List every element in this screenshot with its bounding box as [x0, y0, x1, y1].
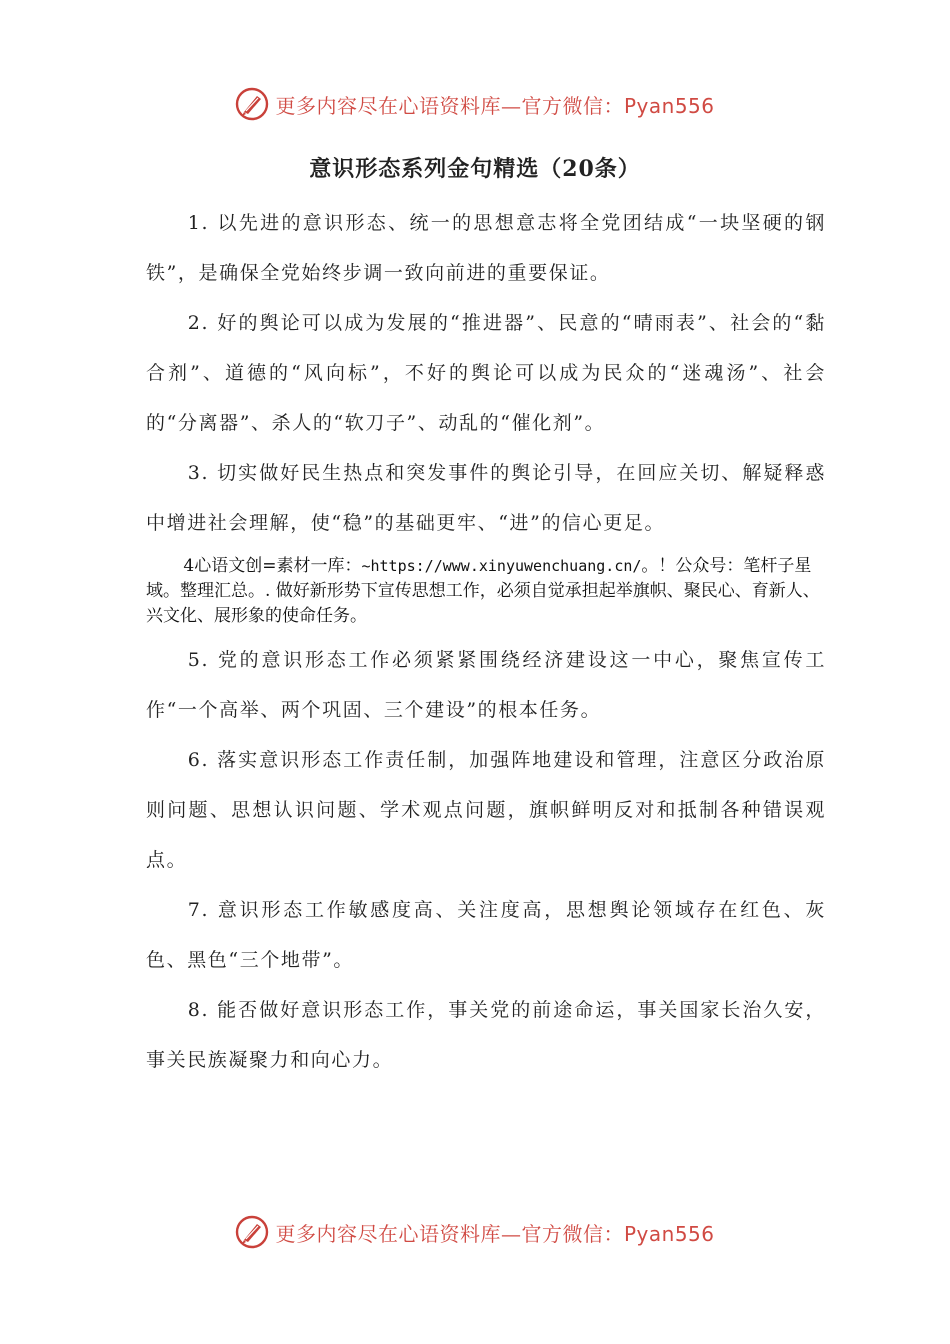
header-wechat-id: Pyan556: [623, 93, 715, 118]
footer-banner-inner: [235, 1215, 714, 1249]
paragraph-4-url: ~https://www.xinyuwenchuang.cn/: [361, 557, 642, 575]
paragraph-6: 6. 落实意识形态工作责任制，加强阵地建设和管理，注意区分政治原则问题、思想认识问题、学术观点问题，旗帜鲜明反对和抵制各种错误观点。: [146, 749, 826, 871]
paragraph-2: 2. 好的舆论可以成为发展的“推进器”、民意的“晴雨表”、社会的“黏合剂”、道德的“风向标”，不好的舆论可以成为民众的“迷魂汤”、社会的“分离器”、杀人的“软刀子”、动乱的“催化剂”。: [146, 312, 826, 434]
footer-wechat-id: Pyan556: [623, 1221, 715, 1246]
header-banner: [0, 82, 950, 126]
paragraph-7: 7. 意识形态工作敏感度高、关注度高，思想舆论领域存在红色、灰色、黑色“三个地带”。: [146, 899, 826, 971]
paragraph-4-rest: 。！公众号：笔杆子星域。整理汇总。. 做好新形势下宣传思想工作，必须自觉承担起举旗帜、聚民心、育新人、兴文化、展形象的使命任务。: [146, 556, 820, 626]
paragraph-3: 3. 切实做好民生热点和突发事件的舆论引导，在回应关切、解疑释惑中增进社会理解，使“稳”的基础更牢、“进”的信心更足。: [146, 462, 826, 534]
header-banner-inner: [235, 87, 714, 121]
footer-banner-label: 更多内容尽在心语资料库—官方微信：: [275, 1221, 624, 1246]
footer-banner: [0, 1210, 950, 1254]
pen-nib-logo-icon: [235, 1215, 269, 1249]
header-banner-text: [275, 90, 714, 119]
footer-banner-text: [275, 1218, 714, 1247]
header-banner-label: 更多内容尽在心语资料库—官方微信：: [275, 93, 624, 118]
paragraph-1: 1. 以先进的意识形态、统一的思想意志将全党团结成“一块坚硬的钢铁”，是确保全党始终步调一致向前进的重要保证。: [146, 212, 826, 284]
pen-nib-logo-icon: [235, 87, 269, 121]
paragraph-4: [146, 548, 826, 635]
document-title: 意识形态系列金句精选（20条）: [309, 156, 641, 182]
document-body: [146, 198, 826, 1085]
paragraph-8: 8. 能否做好意识形态工作，事关党的前途命运，事关国家长治久安，事关民族凝聚力和向心力。: [146, 999, 826, 1071]
paragraph-4-prefix: 4心语文创=素材一库：: [183, 556, 362, 576]
paragraph-5: 5. 党的意识形态工作必须紧紧围绕经济建设这一中心，聚焦宣传工作“一个高举、两个巩固、三个建设”的根本任务。: [146, 649, 826, 721]
